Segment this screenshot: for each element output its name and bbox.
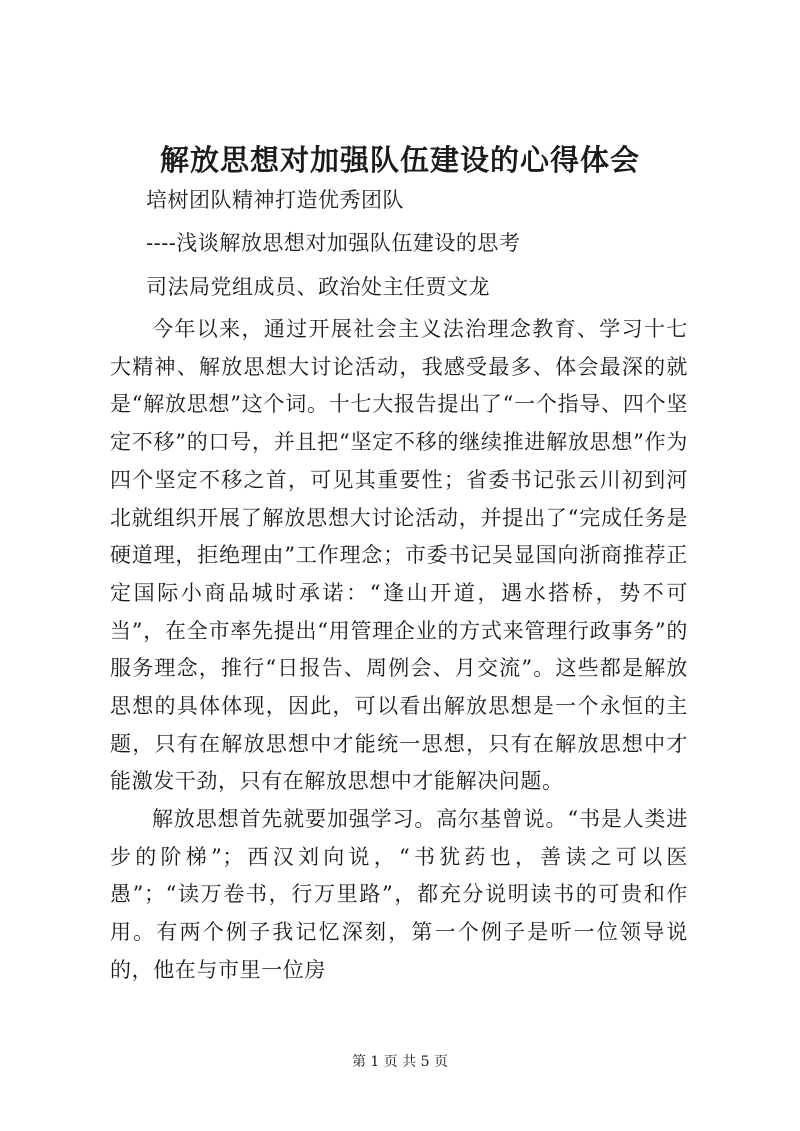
subtitle-line-2: ----浅谈解放思想对加强队伍建设的思考 [146,231,521,255]
subtitle-line-1: 培树团队精神打造优秀团队 [146,188,404,212]
page-footer: 第 1 页 共 5 页 [351,1054,449,1070]
body-paragraph-2: 解放思想首先就要加强学习。高尔基曾说。“书是人类进步的阶梯”；西汉刘向说，“书犹药也，善读之可以医愚”；“读万卷书，行万里路”，都充分说明读书的可贵和作用。有两个例子我记忆深刻，第一个例子是听一位领导说的，他在与市里一位房 [110,807,688,982]
document-title: 解放思想对加强队伍建设的心得体会 [159,143,640,177]
body-paragraph-1: 今年以来，通过开展社会主义法治理念教育、学习十七大精神、解放思想大讨论活动，我感受最多、体会最深的就是“解放思想”这个词。十七大报告提出了“一个指导、四个坚定不移”的口号，并且把“坚定不移的继续推进解放思想”作为四个坚定不移之首，可见其重要性；省委书记张云川初到河北就组织开展了解放思想大讨论活动，并提出了“完成任务是硬道理，拒绝理由”工作理念；市委书记吴显国向浙商推荐正定国际小商品城时承诺：“逢山开道，遇水搭桥，势不可当”，在全市率先提出“用管理企业的方式来管理行政事务”的服务理念，推行“日报告、周例会、月交流”。这些都是解放思想的具体体现，因此，可以看出解放思想是一个永恒的主题，只有在解放思想中才能统一思想，只有在解放思想中才能激发干劲，只有在解放思想中才能解决问题。 [110,317,688,794]
author-line: 司法局党组成员、政治处主任贾文龙 [146,275,490,299]
